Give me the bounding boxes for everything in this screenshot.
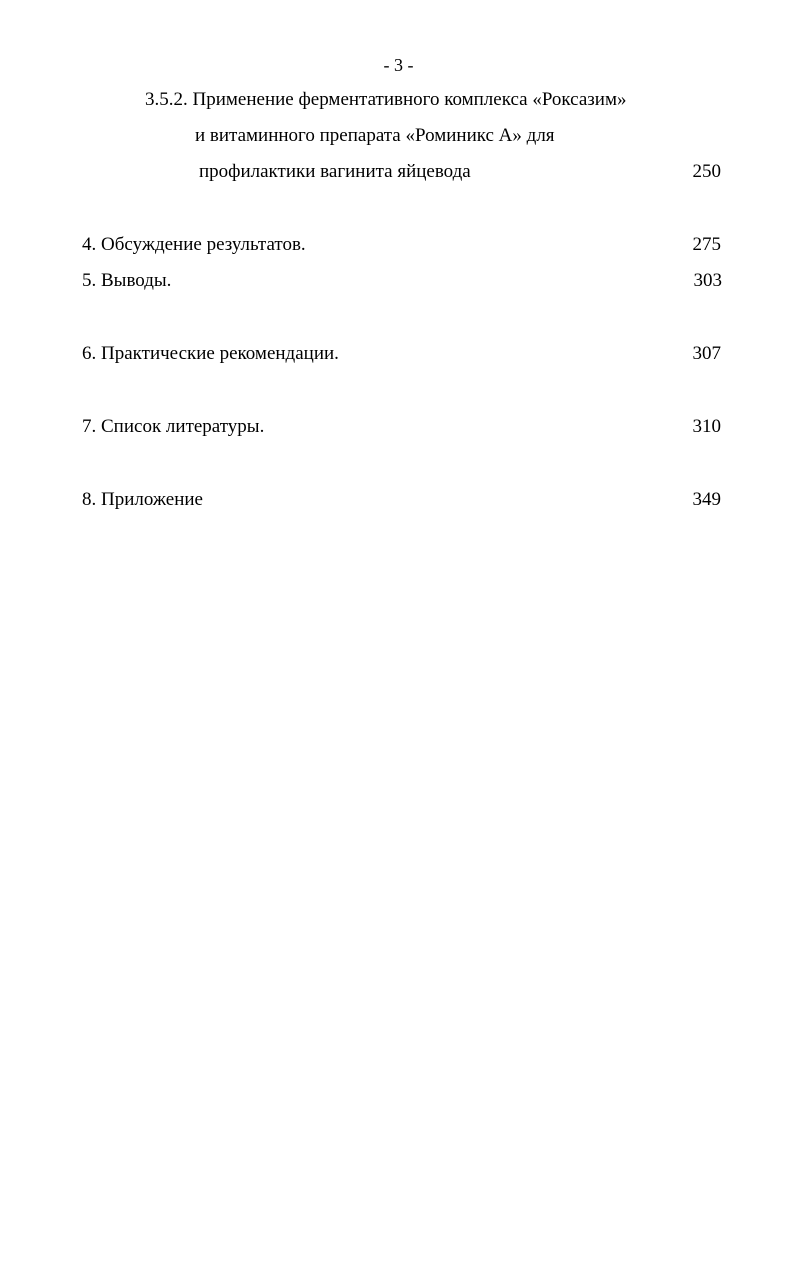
toc-item-8-title: 8. Приложение [82,489,203,510]
toc-item-8-page: 349 [692,489,721,510]
toc-item-5-title: 5. Выводы. [82,270,172,291]
toc-item-3-5-2-line-2: и витаминного препарата «Роминикс А» для [195,125,555,146]
toc-item-4-page: 275 [692,234,721,255]
toc-item-4-title: 4. Обсуждение результатов. [82,234,306,255]
toc-item-3-5-2-page: 250 [692,161,721,182]
toc-item-6-page: 307 [692,343,721,364]
toc-item-5-page: 303 [693,270,722,291]
toc-item-3-5-2-line-3: профилактики вагинита яйцевода [199,161,471,182]
toc-item-7-title: 7. Список литературы. [82,416,265,437]
toc-item-3-5-2-line-1: 3.5.2. Применение ферментативного комплекса «Роксазим» [145,89,627,110]
page-number: - 3 - [383,55,414,75]
toc-item-7-page: 310 [692,416,721,437]
toc-item-6-title: 6. Практические рекомендации. [82,343,339,364]
